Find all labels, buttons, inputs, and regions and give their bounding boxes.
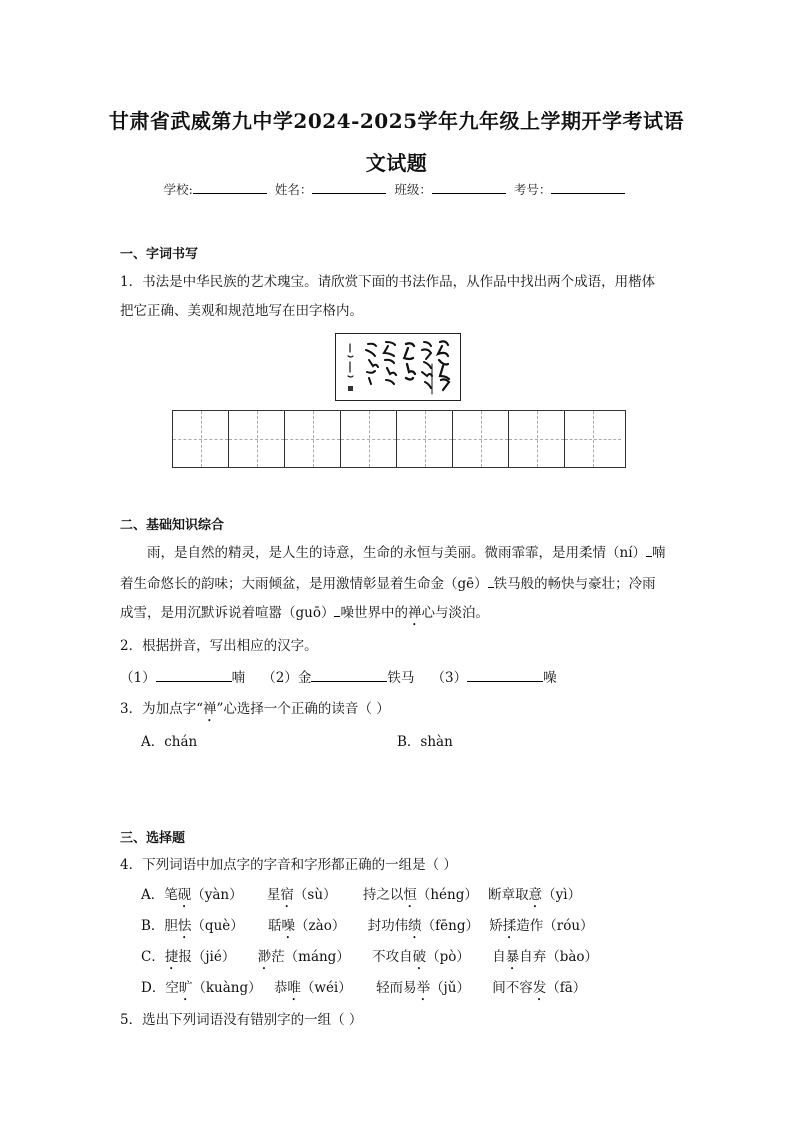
- q4-a-term-1: A．笔砚（yàn）: [141, 887, 243, 903]
- q5-text: 5．选出下列词语没有错别字的一组（ ）: [120, 1012, 363, 1028]
- q4-a-term-3: 持之以恒（héng）: [362, 887, 478, 903]
- q4-c-term-1: C．捷报（jié）: [141, 949, 236, 965]
- q2-3-after: 噪: [543, 670, 557, 686]
- passage-text: 铁马般的畅快与豪壮；冷雨: [493, 576, 656, 592]
- number-blank[interactable]: [551, 181, 625, 194]
- q4-option-b[interactable]: [141, 914, 594, 942]
- q4-c-term-2: 渺茫（máng）: [257, 949, 350, 965]
- name-blank[interactable]: [312, 181, 386, 194]
- passage-line3: [120, 601, 489, 629]
- number-label: 考号：: [513, 182, 552, 197]
- page-title-line1: 甘肃省武威第九中学2024-2025学年九年级上学期开学考试语: [108, 109, 685, 133]
- grid-cell-7[interactable]: [509, 411, 565, 467]
- q3-text-b: ”心选择一个正确的读音（ ）: [216, 701, 390, 717]
- grid-cell-5[interactable]: [397, 411, 453, 467]
- q2-2-after: 铁马: [387, 670, 415, 686]
- class-label: 班级：: [394, 182, 432, 197]
- passage-text: 着生命悠长的韵味；大雨倾盆，是用激情彰显着生命金（: [120, 576, 458, 592]
- grid-cell-6[interactable]: [453, 411, 509, 467]
- q4-option-d[interactable]: [141, 976, 586, 1004]
- q4-a-term-4: 断章取意（yì）: [488, 887, 582, 903]
- passage-text: 心与淡泊。: [421, 605, 489, 621]
- pinyin-ni: ní: [619, 545, 633, 561]
- q3-text: [120, 697, 390, 725]
- pinyin-ge: gē: [457, 576, 475, 592]
- section3-heading: 三、选择题: [120, 831, 186, 846]
- q4-b-term-1: B．胆怯（què）: [141, 918, 244, 934]
- passage-text: ）: [474, 576, 488, 592]
- q4-option-a[interactable]: [141, 883, 581, 911]
- q4-option-c[interactable]: [141, 945, 598, 973]
- q4-b-term-2: 聒噪（zào）: [268, 918, 346, 934]
- grid-cell-1[interactable]: [173, 411, 229, 467]
- q3-text-a: 3．为加点字“: [120, 701, 203, 717]
- calligraphy-image: [335, 333, 461, 401]
- q4-text: 4．下列词语中加点字的字音和字形都正确的一组是（ ）: [120, 857, 457, 873]
- q1-text-line2: 把它正确、美观和规范地写在田字格内。: [120, 303, 363, 319]
- passage-line2: [120, 572, 656, 592]
- page-title-line2: 文试题: [365, 151, 428, 175]
- grid-cell-4[interactable]: [341, 411, 397, 467]
- q4-c-term-3: 不攻自破（pò）: [372, 949, 470, 965]
- q2-1-after: 喃: [231, 670, 246, 686]
- q2-3-label: （3）: [431, 670, 468, 686]
- passage-text: ）: [320, 605, 335, 621]
- q4-d-term-1: D．空旷（kuàng）: [141, 980, 262, 996]
- section2-heading: 二、基础知识综合: [120, 518, 225, 533]
- q4-c-term-4: 自暴自弃（bào）: [492, 949, 599, 965]
- dotted-char: 禅: [407, 605, 422, 621]
- passage-text: 喃: [652, 545, 666, 561]
- tianzige-grid: [172, 410, 626, 468]
- q4-a-term-2: 星宿（sù）: [266, 887, 337, 903]
- student-info-line: [0, 180, 793, 198]
- pinyin-guo: guō: [295, 605, 321, 621]
- q2-2-blank[interactable]: [311, 668, 387, 682]
- passage-line1: [147, 541, 666, 561]
- q2-answers: [120, 666, 557, 686]
- class-blank[interactable]: [432, 181, 506, 194]
- q4-b-term-3: 封功伟绩（fēng）: [367, 918, 479, 934]
- q1-text-line1: 1．书法是中华民族的艺术瑰宝。请欣赏下面的书法作品，从作品中找出两个成语，用楷体: [120, 274, 656, 290]
- passage-text: ）: [632, 545, 647, 561]
- q4-d-term-3: 轻而易举（jǔ）: [376, 980, 470, 996]
- q2-3-blank[interactable]: [467, 668, 543, 682]
- grid-cell-3[interactable]: [285, 411, 341, 467]
- calligraphy-strokes: [336, 334, 460, 400]
- name-label: 姓名：: [274, 182, 313, 197]
- q4-d-term-4: 间不容发（fā）: [492, 980, 587, 996]
- passage-text: 噪世界中的: [340, 605, 408, 621]
- passage-text: 成雪，是用沉默诉说着喧嚣（: [120, 605, 296, 621]
- passage-text: 雨，是自然的精灵，是人生的诗意，生命的永恒与美丽。微雨霏霏，是用柔情（: [147, 545, 620, 561]
- school-label: 学校:: [163, 182, 193, 197]
- grid-cell-8[interactable]: [565, 411, 621, 467]
- q2-text: 2．根据拼音，写出相应的汉字。: [120, 638, 318, 654]
- dotted-char: 禅: [203, 701, 217, 717]
- q3-option-a[interactable]: A．chán: [141, 734, 198, 750]
- grid-cell-2[interactable]: [229, 411, 285, 467]
- school-blank[interactable]: [193, 181, 267, 194]
- section1-heading: 一、字词书写: [120, 247, 199, 262]
- q2-2-label: （2）金: [262, 670, 312, 686]
- q4-b-term-4: 矫揉造作（róu）: [489, 918, 594, 934]
- q4-d-term-2: 恭唯（wéi）: [273, 980, 352, 996]
- q2-1-blank[interactable]: [156, 668, 232, 682]
- q2-1-label: （1）: [120, 670, 156, 686]
- q3-option-b[interactable]: B．shàn: [397, 734, 453, 750]
